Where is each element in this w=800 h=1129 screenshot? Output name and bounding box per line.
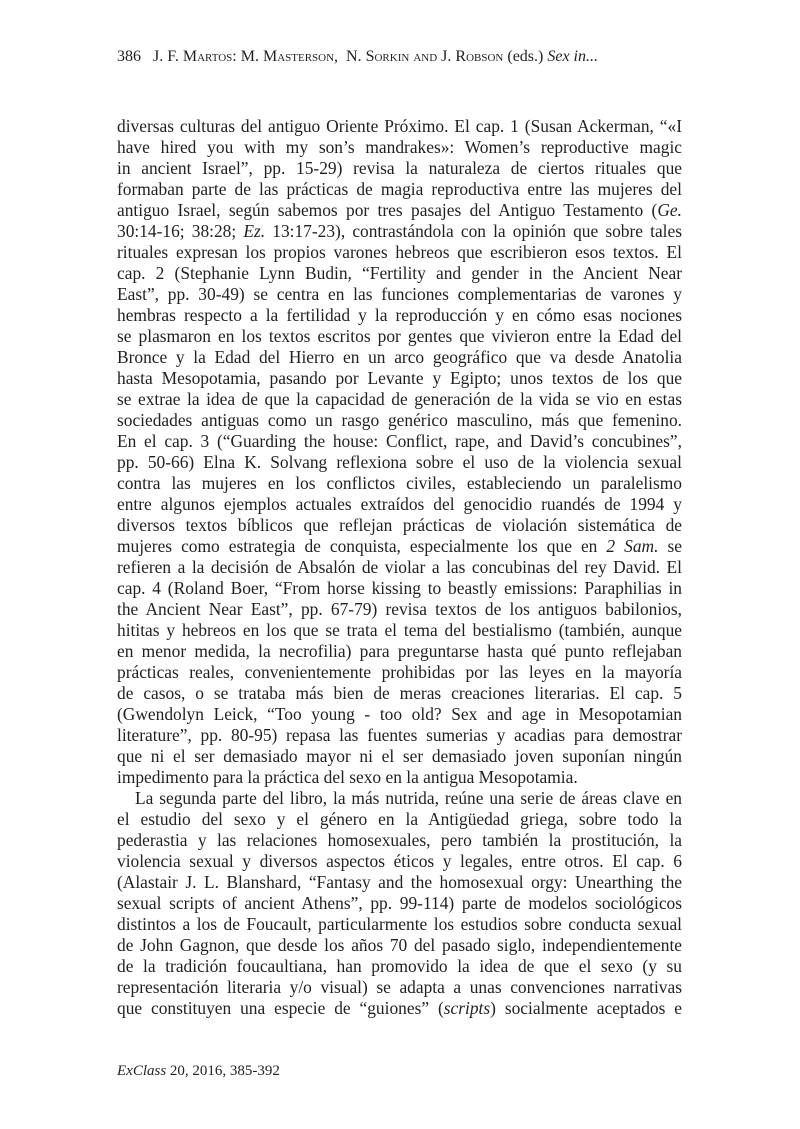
text-line: Bronce y la Edad del Hierro en un arco geográfico que va desde Anatolia: [117, 347, 682, 367]
text-line: impedimento para la práctica del sexo en la antigua Mesopotamia.: [117, 767, 578, 787]
text-line: que ni el ser demasiado mayor ni el ser demasiado joven suponían ningún: [117, 746, 682, 766]
text-line: (Gwendolyn Leick, “Too young - too old? Sex and age in Mesopotamian: [117, 704, 682, 724]
text-line: sexual scripts of ancient Athens”, pp. 99-114) parte de modelos sociológicos: [117, 893, 682, 913]
text-line: hasta Mesopotamia, pasando por Levante y Egipto; unos textos de los que: [117, 368, 682, 388]
text-line: (Alastair J. L. Blanshard, “Fantasy and the homosexual orgy: Unearthing the: [117, 872, 682, 892]
text-line: antiguo Israel, según sabemos por tres pasajes del Antiguo Testamento (Ge.: [117, 200, 682, 220]
text-line: in ancient Israel”, pp. 15-29) revisa la naturaleza de ciertos rituales que: [117, 158, 682, 178]
text-line: formaban parte de las prácticas de magia reproductiva entre las mujeres del: [117, 179, 682, 199]
text-line: East”, pp. 30-49) se centra en las funciones complementarias de varones y: [117, 284, 682, 304]
text-line: se extrae la idea de que la capacidad de generación de la vida se vio en estas: [117, 389, 682, 409]
text-line: se plasmaron en los textos escritos por gentes que vivieron entre la Edad del: [117, 326, 682, 346]
paragraph: [117, 788, 682, 1019]
text-line: de la tradición foucaultiana, han promovido la idea de que el sexo (y su: [117, 956, 682, 976]
text-line: rituales expresan los propios varones hebreos que escribieron esos textos. El: [117, 242, 682, 262]
text-line: de John Gagnon, que desde los años 70 del pasado siglo, independientemente: [117, 935, 682, 955]
text-line: que constituyen una especie de “guiones” (scripts) socialmente aceptados e: [117, 998, 682, 1018]
text-line: pederastia y las relaciones homosexuales, pero también la prostitución, la: [117, 830, 682, 850]
journal-footer: [117, 1062, 280, 1080]
page-number: 386: [117, 48, 141, 65]
paragraph: [117, 116, 682, 788]
text-line: have hired you with my son’s mandrakes»: Women’s reproductive magic: [117, 137, 682, 157]
journal-citation: 20, 2016, 385-392: [166, 1063, 280, 1079]
text-line: entre algunos ejemplos actuales extraídos del genocidio ruandés de 1994 y: [117, 494, 682, 514]
text-line: the Ancient Near East”, pp. 67-79) revisa textos de los antiguos babilonios,: [117, 599, 682, 619]
text-line: distintos a los de Foucault, particularmente los estudios sobre conducta sexual: [117, 914, 682, 934]
text-line: hembras respecto a la fertilidad y la reproducción y en cómo esas nociones: [117, 305, 682, 325]
text-line: cap. 2 (Stephanie Lynn Budin, “Fertility and gender in the Ancient Near: [117, 263, 682, 283]
text-line: de casos, o se trataba más bien de meras creaciones literarias. El cap. 5: [117, 683, 682, 703]
text-line: representación literaria y/o visual) se adapta a unas convenciones narrativas: [117, 977, 682, 997]
running-head-book-title: Sex in...: [547, 48, 598, 65]
text-line: La segunda parte del libro, la más nutrida, reúne una serie de áreas clave en: [135, 788, 682, 808]
text-line: 30:14-16; 38:28; Ez. 13:17-23), contrastándola con la opinión que sobre tales: [117, 221, 682, 241]
text-line: contra las mujeres en los conflictos civiles, estableciendo un paralelismo: [117, 473, 682, 493]
running-head: [117, 47, 687, 67]
journal-name: ExClass: [117, 1063, 167, 1079]
text-line: diversas culturas del antiguo Oriente Próximo. El cap. 1 (Susan Ackerman, “«I: [117, 116, 682, 136]
text-line: literature”, pp. 80-95) repasa las fuentes sumerias y acadias para demostrar: [117, 725, 682, 745]
text-line: refieren a la decisión de Absalón de violar a las concubinas del rey David. El: [117, 557, 682, 577]
running-head-authors: J. F. Martos: M. Masterson, N. Sorkin and J. Robson (eds.) Sex in...: [153, 48, 598, 65]
text-line: sociedades antiguas como un rasgo genérico masculino, más que femenino.: [117, 410, 682, 430]
text-line: prácticas reales, convenientemente prohibidas por las leyes en la mayoría: [117, 662, 682, 682]
text-line: en menor medida, la necrofilia) para preguntarse hasta qué punto reflejaban: [117, 641, 682, 661]
text-line: cap. 4 (Roland Boer, “From horse kissing to beastly emissions: Paraphilias in: [117, 578, 682, 598]
text-line: el estudio del sexo y el género en la Antigüedad griega, sobre todo la: [117, 809, 682, 829]
text-line: En el cap. 3 (“Guarding the house: Conflict, rape, and David’s concubines”,: [117, 431, 682, 451]
text-line: mujeres como estrategia de conquista, especialmente los que en 2 Sam. se: [117, 536, 682, 556]
text-line: violencia sexual y diversos aspectos éticos y legales, entre otros. El cap. 6: [117, 851, 682, 871]
text-line: pp. 50-66) Elna K. Solvang reflexiona sobre el uso de la violencia sexual: [117, 452, 682, 472]
text-line: hititas y hebreos en los que se trata el tema del bestialismo (también, aunque: [117, 620, 682, 640]
text-line: diversos textos bíblicos que reflejan prácticas de violación sistemática de: [117, 515, 682, 535]
body-text: [117, 116, 682, 1019]
